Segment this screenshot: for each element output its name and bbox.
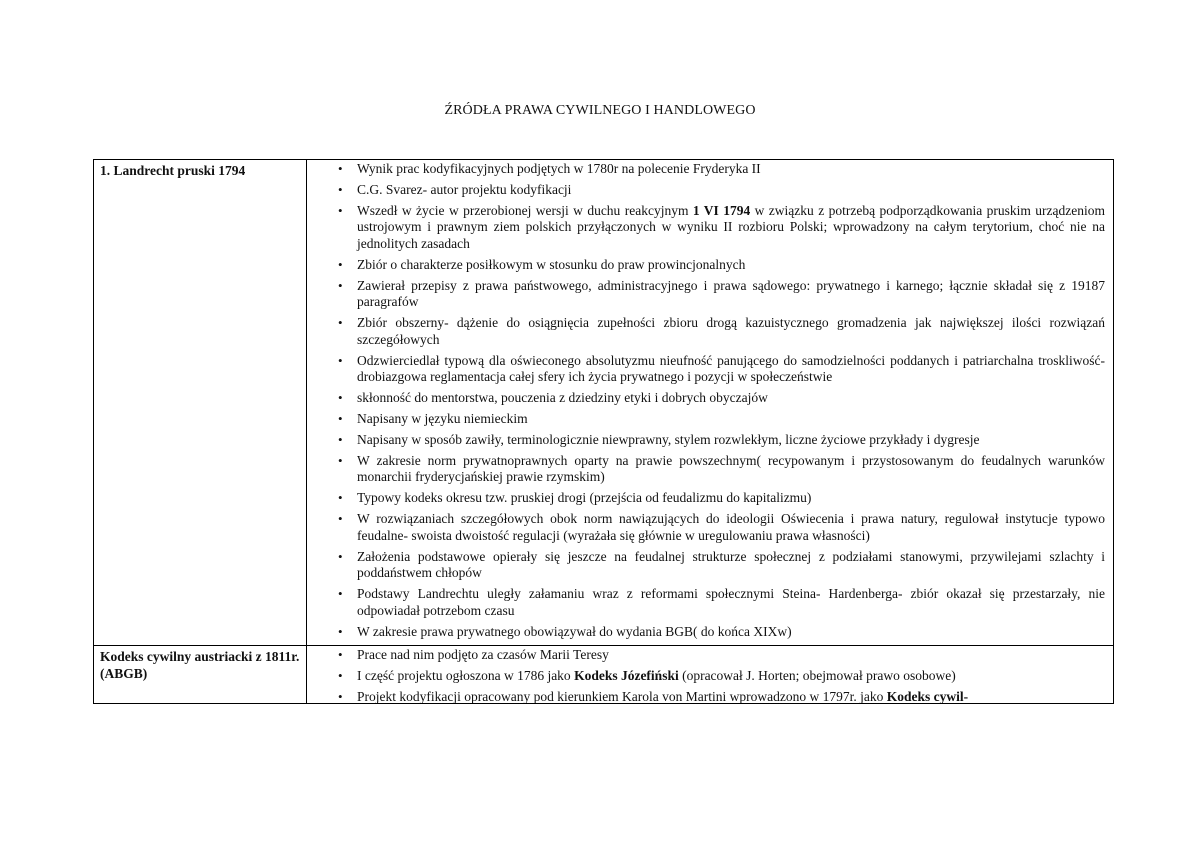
text-span: Wszedł w życie w przerobionej wersji w duchu reakcyjnym (357, 203, 693, 218)
sources-table (93, 159, 1114, 704)
text-span: Zbiór o charakterze posiłkowym w stosunku do praw prowincjonalnych (357, 256, 746, 272)
text-span: Zawierał przepisy z prawa państwowego, administracyjnego i prawa sądowego: prywatnego i karnego; łącznie składał się z 19187 paragrafów (357, 277, 1105, 310)
text-span: Wynik prac kodyfikacyjnych podjętych w 1780r na polecenie Fryderyka II (357, 161, 761, 176)
text-span: Zbiór obszerny- dążenie do osiągnięcia zupełności zbioru drogą kazuistycznego gromadzenia jak największej ilości rozwiązań szczegółowych (357, 315, 1105, 347)
table-row (94, 645, 1114, 703)
text-span: Typowy kodeks okresu tzw. pruskiej drogi (przejścia od feudalizmu do kapitalizmu) (357, 490, 812, 506)
text-span: Napisany w sposób zawiły, terminologicznie niewprawny, stylem rozwlekłym, liczne życiowe przykłady i dygresje (357, 432, 980, 448)
bold-text: Kodeks Józefiński (574, 667, 679, 683)
text-span: w związku z potrzebą podporządkowania pruskim urządzeniom ustrojowym i prawnym ziem polskich przyłączonych w wyniku II rozbioru Polski; wprowadzony na całym terytorium, choć nie na jednolitych zasadach (357, 203, 1105, 251)
document-title: ŹRÓDŁA PRAWA CYWILNEGO I HANDLOWEGO (444, 103, 756, 118)
list-item (307, 549, 1105, 582)
text-span: (opracował J. Horten; obejmował prawo osobowe) (678, 667, 956, 683)
list-item (307, 453, 1105, 486)
row-heading: 1. Landrecht pruski 1794 (94, 160, 307, 646)
list-item (307, 353, 1105, 386)
table-body (94, 160, 1114, 704)
text-span: Założenia podstawowe opierały się jeszcze na feudalnej strukturze społecznej z podziałami stanowymi, przywilejami szlachty i poddaństwem chłopów (357, 548, 1105, 581)
text-span: W zakresie norm prywatnoprawnych oparty na prawie powszechnym( recypowanym i przystosowanym do feudalnych warunków monarchii fryderycjańskiej prawie rzymskim) (357, 453, 1105, 485)
bullet-list (307, 647, 1105, 703)
list-item (307, 203, 1105, 252)
list-item (307, 411, 1105, 427)
text-span: C.G. Svarez- autor projektu kodyfikacji (357, 182, 572, 197)
list-item (307, 257, 1105, 273)
list-item (307, 490, 1105, 506)
bold-text: Kodeks cywil- (886, 688, 969, 703)
text-span: Prace nad nim podjęto za czasów Marii Teresy (357, 646, 609, 662)
list-item (307, 182, 1105, 198)
text-span: Napisany w języku niemieckim (357, 411, 528, 427)
row-content (307, 160, 1114, 646)
text-span: skłonność do mentorstwa, pouczenia z dziedziny etyki i dobrych obyczajów (357, 390, 768, 406)
text-span: Projekt kodyfikacji opracowany pod kierunkiem Karola von Martini wprowadzono w 1797r. jako (357, 688, 887, 703)
row-heading: Kodeks cywilny austriacki z 1811r. (ABGB) (94, 645, 307, 703)
list-item (307, 668, 1105, 684)
text-span: W zakresie prawa prywatnego obowiązywał do wydania BGB( do końca XIXw) (357, 623, 792, 639)
list-item (307, 432, 1105, 448)
text-span: I część projektu ogłoszona w 1786 jako (357, 667, 575, 683)
list-item (307, 390, 1105, 406)
row-content (307, 645, 1114, 703)
list-item (307, 586, 1105, 619)
list-item (307, 624, 1105, 640)
list-item (307, 278, 1105, 311)
bullet-list (307, 161, 1105, 640)
list-item (307, 689, 1105, 703)
list-item (307, 161, 1105, 177)
list-item (307, 511, 1105, 544)
list-item (307, 315, 1105, 348)
text-span: Podstawy Landrechtu uległy załamaniu wraz z reformami społecznymi Steina- Hardenberga- zbiór okazał się przestarzały, nie odpowiadał potrzebom czasu (357, 586, 1105, 618)
text-span: Odzwierciedlał typową dla oświeconego absolutyzmu nieufność panującego do samodzielności poddanych i patriarchalna troskliwość- drobiazgowa reglamentacja całej sfery ich życia prywatnego i pozycji w społeczeństwie (357, 352, 1105, 385)
table-row (94, 160, 1114, 646)
list-item (307, 647, 1105, 663)
bold-text: 1 VI 1794 (692, 203, 751, 218)
text-span: W rozwiązaniach szczegółowych obok norm nawiązujących do ideologii Oświecenia i prawa natury, regulował instytucje typowo feudalne- swoista dwoistość regulacji (wyrażała się głównie w uregulowaniu prawa własności) (357, 511, 1105, 543)
